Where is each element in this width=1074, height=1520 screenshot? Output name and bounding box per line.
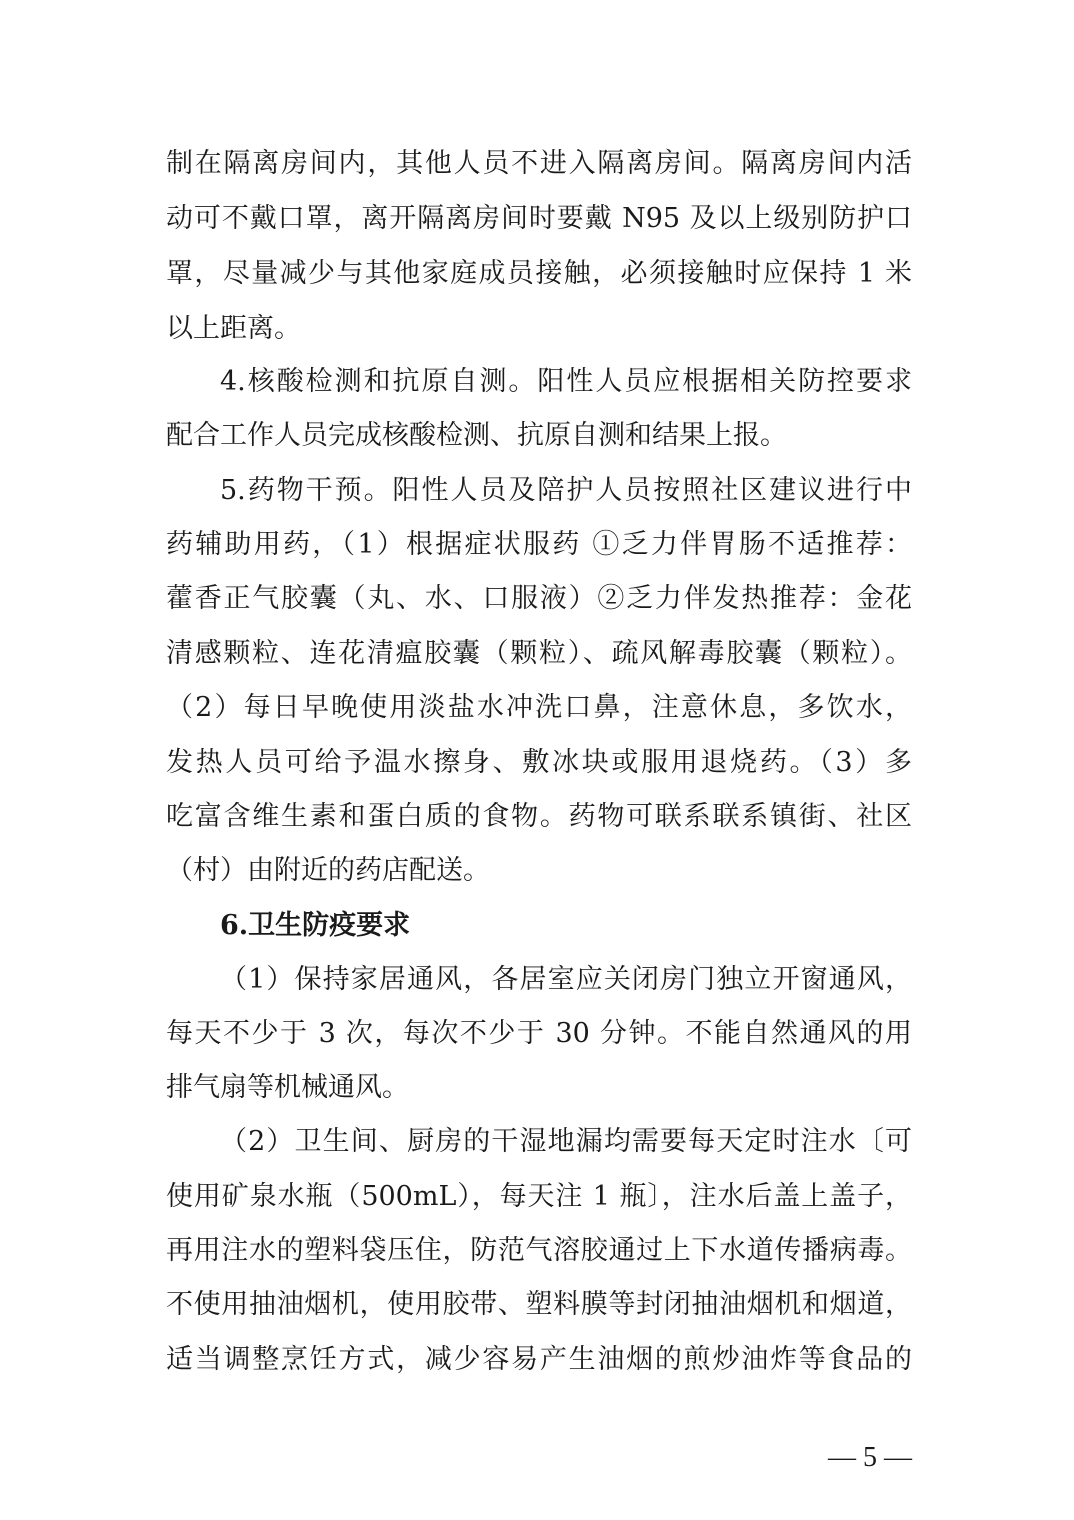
page-number: — 5 — — [828, 1442, 912, 1473]
text-line: 吃富含维生素和蛋白质的食物。药物可联系联系镇街、社区 — [166, 801, 912, 832]
text-line: 配合工作人员完成核酸检测、抗原自测和结果上报。 — [166, 420, 787, 451]
text-line: （2）卫生间、厨房的干湿地漏均需要每天定时注水〔可 — [220, 1126, 912, 1157]
text-line: 罩，尽量减少与其他家庭成员接触，必须接触时应保持 1 米 — [166, 258, 912, 289]
text-line: 发热人员可给予温水擦身、敷冰块或服用退烧药。（3）多 — [166, 747, 912, 778]
text-line: 适当调整烹饪方式，减少容易产生油烟的煎炒油炸等食品的 — [166, 1344, 912, 1375]
text-line: 药辅助用药，（1）根据症状服药 ①乏力伴胃肠不适推荐： — [166, 529, 912, 560]
text-line: 排气扇等机械通风。 — [166, 1072, 409, 1103]
text-line: 再用注水的塑料袋压住，防范气溶胶通过上下水道传播病毒。 — [166, 1235, 912, 1266]
text-line: 藿香正气胶囊（丸、水、口服液）②乏力伴发热推荐：金花 — [166, 583, 912, 614]
text-line: 动可不戴口罩，离开隔离房间时要戴 N95 及以上级别防护口 — [166, 203, 912, 234]
text-line: 不使用抽油烟机，使用胶带、塑料膜等封闭抽油烟机和烟道， — [166, 1289, 912, 1320]
text-line: 制在隔离房间内，其他人员不进入隔离房间。隔离房间内活 — [166, 148, 912, 179]
text-line: 每天不少于 3 次，每次不少于 30 分钟。不能自然通风的用 — [166, 1018, 912, 1049]
text-line: （2）每日早晚使用淡盐水冲洗口鼻，注意休息，多饮水， — [166, 692, 912, 723]
section-4-heading-line: 4.核酸检测和抗原自测。阳性人员应根据相关防控要求 — [220, 366, 912, 397]
section-5-heading-line: 5.药物干预。阳性人员及陪护人员按照社区建议进行中 — [220, 475, 912, 506]
section-6-heading: 6.卫生防疫要求 — [220, 910, 411, 941]
text-line: 清感颗粒、连花清瘟胶囊（颗粒）、疏风解毒胶囊（颗粒）。 — [166, 638, 912, 669]
text-line: （1）保持家居通风，各居室应关闭房门独立开窗通风， — [220, 964, 912, 995]
text-line: 使用矿泉水瓶（500mL），每天注 1 瓶〕，注水后盖上盖子， — [166, 1181, 912, 1212]
text-line: 以上距离。 — [166, 313, 301, 344]
text-line: （村）由附近的药店配送。 — [166, 855, 490, 886]
